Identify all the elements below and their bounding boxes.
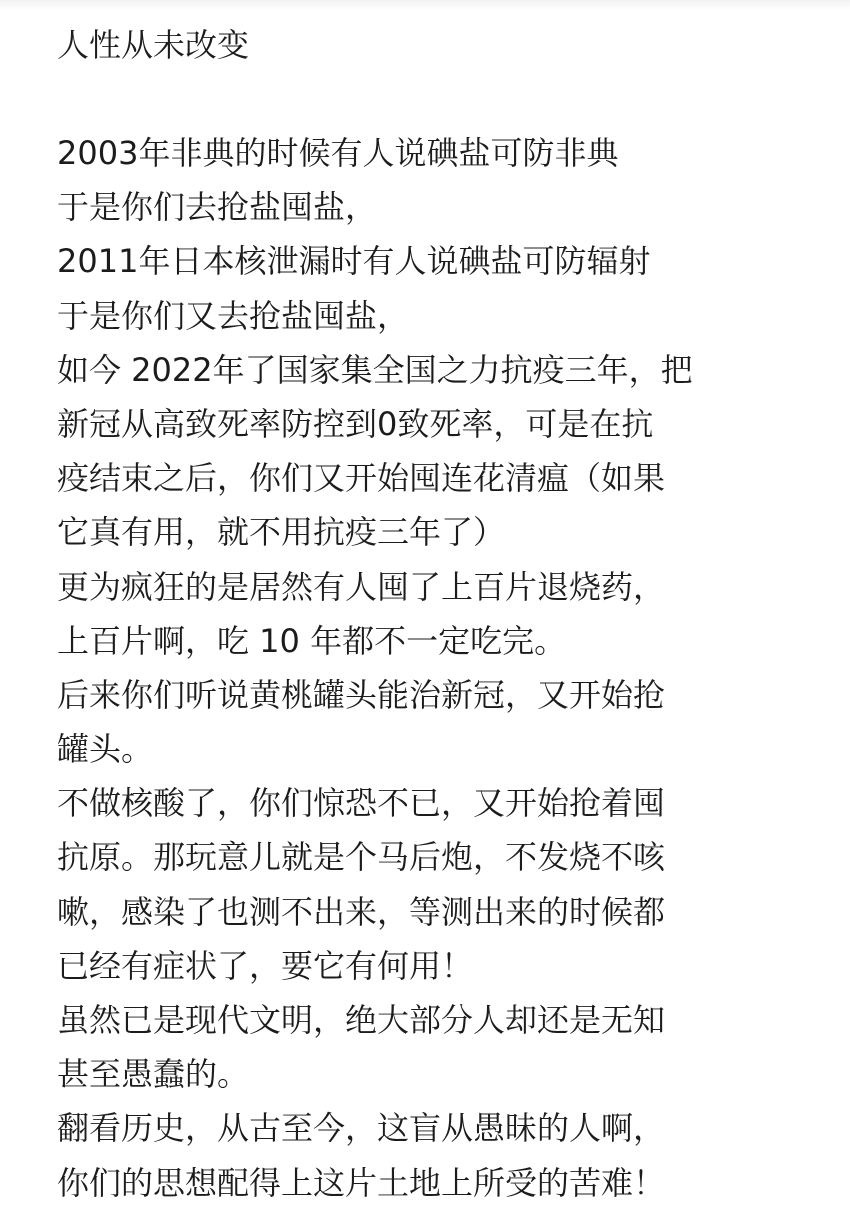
body-line: 上百片啊，吃 10 年都不一定吃完。 (57, 621, 567, 660)
body-line: 新冠从高致死率防控到0致死率，可是在抗 (57, 404, 654, 443)
body-line: 你们的思想配得上这片土地上所受的苦难！ (57, 1163, 666, 1202)
body-line: 更为疯狂的是居然有人囤了上百片退烧药， (57, 567, 666, 606)
body-line: 虽然已是现代文明，绝大部分人却还是无知 (57, 1001, 666, 1039)
body-line: 不做核酸了，你们惊恐不已，又开始抢着囤 (57, 784, 666, 823)
body-line: 已经有症状了，要它有何用！ (57, 946, 474, 985)
post-title: 人性从未改变 (57, 26, 250, 64)
body-line: 嗽，感染了也测不出来，等测出来的时候都 (57, 892, 666, 931)
post-body (57, 126, 837, 1210)
body-line: 它真有用，就不用抗疫三年了） (57, 513, 506, 552)
body-line: 罐头。 (57, 730, 154, 769)
body-line: 抗原。那玩意儿就是个马后炮，不发烧不咳 (57, 838, 666, 877)
body-line: 于是你们又去抢盐囤盐， (57, 296, 410, 335)
body-line: 后来你们听说黄桃罐头能治新冠，又开始抢 (57, 675, 666, 714)
body-line: 2003年非典的时候有人说碘盐可防非典 (57, 134, 619, 172)
top-edge-shadow (0, 0, 850, 10)
body-line: 如今 2022年了国家集全国之力抗疫三年，把 (57, 350, 693, 389)
body-line: 疫结束之后，你们又开始囤连花清瘟（如果 (57, 459, 666, 498)
body-line: 于是你们去抢盐囤盐， (57, 188, 378, 227)
body-line: 翻看历史，从古至今，这盲从愚昧的人啊， (57, 1109, 666, 1148)
body-line: 甚至愚蠢的。 (57, 1055, 250, 1094)
body-line: 2011年日本核泄漏时有人说碘盐可防辐射 (57, 242, 651, 281)
